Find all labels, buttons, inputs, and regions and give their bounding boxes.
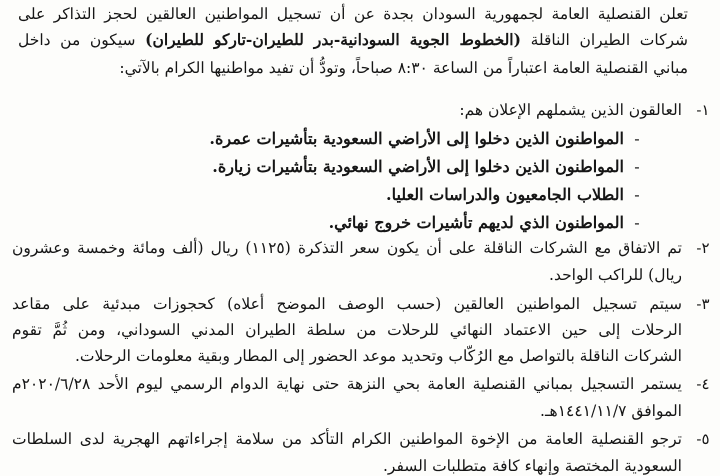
section-1-title: العالقون الذين يشملهم الإعلان هم: [459,101,682,119]
intro-line-1: تعلن القنصلية العامة لجمهورية السودان بجدة عن أن تسجيل المواطنين العالقين لحجز التذاكر على [18,5,688,23]
section-4-line-2: الموافق ١٤٤١/١١/٧هـ. [540,402,682,420]
list-item [212,156,650,178]
section-3-line-3: الشركات الناقلة بالتواصل مع الرُكّاب وتحديد موعد الحضور إلى المطار وبقية معلومات الرحلات. [75,347,682,365]
list-item-text: المواطنون الذي لديهم تأشيرات خروج نهائي. [328,213,624,232]
section-3-line-2: الرحلات إلى حين الاعتماد النهائي للرحلات من سلطة الطيران المدني السوداني، ومن ثُمَّ تقوم [12,321,682,339]
section-3-number: ٣ - [694,294,712,314]
list-item [209,128,650,150]
section-3-line-1: سيتم تسجيل المواطنين العالقين (حسب الوصف الموضح أعلاه) كحجوزات مبدئية على مقاعد [12,295,682,313]
intro-line-2-post: سيكون من داخل [18,31,136,49]
dash-bullet: - [634,129,640,148]
section-5-number: ٥ - [694,429,712,449]
list-item-text: المواطنون الذين دخلوا إلى الأراضي السعودية بتأشيرات زيارة. [212,157,624,176]
section-4-number: ٤ - [694,374,712,394]
list-item [386,184,650,206]
cropped-bottom-line [0,457,720,475]
section-5-line-1: ترجو القنصلية العامة من الإخوة المواطنين الكرام التأكد من سلامة إجراءاتهم الهجرية لدى السلطات [12,430,682,448]
dash-bullet: - [634,185,640,204]
section-2-line-2: ريال) للراكب الواحد. [549,266,682,284]
dash-bullet: - [634,213,640,232]
section-4-line-1: يستمر التسجيل بمباني القنصلية العامة بحي النزهة حتى نهاية الدوام الرسمي ليوم الأحد ٢٠٢٠/٦/٢٨م [12,375,682,393]
section-5-line-2: السعودية المختصة وإنهاء كافة متطلبات السفر. [382,457,682,475]
section-2-number: ٢ - [694,238,712,258]
intro-line-3: مباني القنصلية العامة اعتباراً من الساعة ٨:٣٠ صباحاً، وتودُّ أن تفيد مواطنيها الكرام بالآتي: [119,59,688,77]
airlines-names: (الخطوط الجوية السودانية-بدر للطيران-تاركو للطيران) [145,30,521,49]
list-item-text: الطلاب الجامعيون والدراسات العليا. [386,185,624,204]
dash-bullet: - [634,157,640,176]
intro-line-2 [18,30,688,50]
section-1-number: ١ - [694,100,712,120]
list-item-text: المواطنون الذين دخلوا إلى الأراضي السعودية بتأشيرات عمرة. [209,129,624,148]
section-2-line-1: تم الاتفاق مع الشركات الناقلة على أن يكون سعر التذكرة (١١٢٥) ريال (ألف ومائة وخمسة وعشرون [12,239,682,257]
intro-line-2-pre: شركات الطيران الناقلة [530,31,688,49]
list-item [329,212,650,234]
